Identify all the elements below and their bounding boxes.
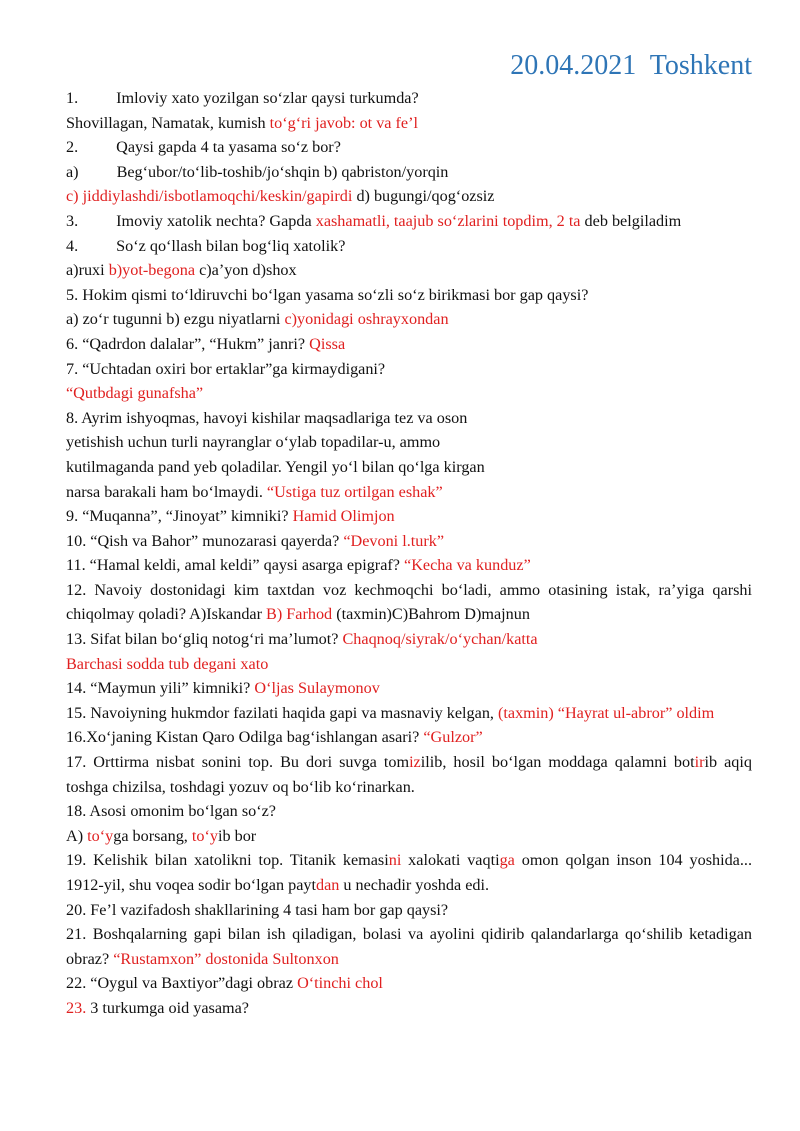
question-text: xalokati vaqti	[401, 851, 500, 870]
question-text: d) bugungi/qog‘ozsiz	[352, 187, 495, 206]
question-text: 4.	[66, 236, 79, 255]
question-text: Imoviy xatolik nechta? Gapda	[116, 211, 316, 230]
text-line	[66, 504, 752, 529]
question-text: 7. “Uchtadan oxiri bor ertaklar”ga kirmaydigani?	[66, 359, 386, 378]
question-text: 5. Hokim qismi to‘ldiruvchi bo‘lgan yasama so‘zli so‘z birikmasi bor gap qaysi?	[66, 285, 589, 304]
answer-text: Barchasi sodda tub degani xato	[66, 654, 269, 673]
text-line	[66, 799, 752, 824]
text-line	[66, 455, 752, 480]
question-text: 1.	[66, 89, 79, 107]
date-place-header: 20.04.2021 Toshkent	[510, 50, 752, 81]
text-line	[66, 283, 752, 308]
question-text: Qaysi gapda 4 ta yasama so‘z bor?	[116, 138, 341, 157]
question-text: 18. Asosi omonim bo‘lgan so‘z?	[66, 802, 276, 821]
answer-text: c)yonidagi oshrayxondan	[284, 310, 449, 329]
answer-text: Hamid Olimjon	[292, 507, 395, 526]
question-text: 20. Fe’l vazifadosh shakllarining 4 tasi ham bor gap qaysi?	[66, 900, 449, 919]
question-text: kutilmaganda pand yeb qoladilar. Yengil yo‘l bilan qo‘lga kirgan	[66, 457, 485, 476]
answer-text: O‘tinchi chol	[297, 974, 383, 993]
text-line	[66, 480, 752, 505]
document-body	[66, 86, 752, 1021]
text-line	[66, 529, 752, 554]
text-line	[66, 627, 752, 652]
question-text: 17. Orttirma nisbat sonini top. Bu dori suvga tom	[66, 753, 410, 772]
answer-text: O‘ljas Sulaymonov	[254, 679, 380, 698]
text-line	[66, 430, 752, 455]
answer-text: B) Farhod	[266, 605, 333, 624]
text-paragraph	[66, 922, 752, 971]
answer-text: “Qutbdagi gunafsha”	[66, 384, 204, 403]
text-line	[66, 971, 752, 996]
text-line	[66, 406, 752, 431]
answer-text: b)yot-begona	[108, 261, 196, 280]
answer-text: to‘g‘ri javob: ot va fe’l	[269, 113, 419, 132]
text-line	[66, 307, 752, 332]
text-line	[66, 381, 752, 406]
question-text: (taxmin)C)Bahrom D)majnun	[332, 605, 530, 624]
question-text: u nechadir yoshda edi.	[339, 876, 490, 894]
answer-text: “Gulzor”	[423, 728, 483, 747]
question-text: 12. Navoiy dostonidagi kim taxtdan voz kechmoqchi bo‘ladi, ammo otasining istak, ra’yiga qarshi chiqolmay qoladi? A)Iskandar	[66, 580, 752, 624]
question-text: c)a’yon d)shox	[195, 261, 297, 280]
text-line	[66, 652, 752, 677]
answer-text: xashamatli, taajub so‘zlarini topdim, 2 ta	[315, 211, 581, 230]
question-text: narsa barakali ham bo‘lmaydi.	[66, 482, 267, 501]
answer-text: to‘y	[191, 826, 218, 845]
question-text: a) zo‘r tugunni b) ezgu niyatlarni	[66, 310, 285, 329]
question-text: 19. Kelishik bilan xatolikni top. Titanik kemasi	[66, 851, 389, 870]
question-text: deb belgiladim	[580, 211, 682, 230]
text-line	[66, 258, 752, 283]
question-text: 15. Navoiyning hukmdor fazilati haqida gapi va masnaviy kelgan,	[66, 703, 499, 722]
text-line	[66, 553, 752, 578]
answer-text: Qissa	[309, 334, 346, 353]
answer-text: 23.	[66, 998, 87, 1017]
question-text: a)ruxi	[66, 261, 109, 280]
text-line	[66, 357, 752, 382]
question-text: 22. “Oygul va Baxtiyor”dagi obraz	[66, 974, 298, 993]
answer-text: ir	[694, 753, 705, 772]
answer-text: iz	[409, 753, 421, 772]
question-text: 10. “Qish va Bahor” munozarasi qayerda?	[66, 531, 344, 550]
question-text: So‘z qo‘llash bilan bog‘liq xatolik?	[116, 236, 346, 255]
text-line	[66, 725, 752, 750]
question-text: 16.Xo‘janing Kistan Qaro Odilga bag‘ishlangan asari?	[66, 728, 424, 747]
question-text: 21. Boshqalarning gapi bilan ish qiladigan, bolasi va ayolini qidirib qalandarlarga qo‘shilib ketadigan obraz?	[66, 925, 752, 968]
answer-text: “Ustiga tuz ortilgan eshak”	[266, 482, 443, 501]
question-text: 14. “Maymun yili” kimniki?	[66, 679, 255, 698]
answer-text: Chaqnoq/siyrak/o‘ychan/katta	[342, 630, 538, 649]
question-text: a)	[66, 162, 79, 181]
answer-text: to‘y	[87, 826, 114, 845]
question-text: ilib, hosil bo‘lgan moddaga qalamni bot	[420, 753, 695, 772]
text-paragraph	[66, 750, 752, 799]
text-line	[66, 184, 752, 209]
answer-text: ga	[499, 851, 515, 870]
question-text: Shovillagan, Namatak, kumish	[66, 113, 270, 132]
text-line	[66, 111, 752, 136]
answer-text: “Devoni l.turk”	[343, 531, 445, 550]
text-line	[66, 996, 752, 1021]
text-line	[66, 86, 752, 111]
text-line	[66, 898, 752, 923]
text-line	[66, 824, 752, 849]
question-text: 6. “Qadrdon dalalar”, “Hukm” janri?	[66, 334, 310, 353]
answer-text: ni	[388, 851, 402, 870]
question-text: omon qolgan inson 104 yoshida... 1912-yil, shu voqea sodir bo‘lgan payt	[66, 851, 753, 894]
text-paragraph	[66, 578, 752, 627]
text-line	[66, 160, 752, 185]
text-paragraph	[66, 701, 752, 726]
question-text: 9. “Muqanna”, “Jinoyat” kimniki?	[66, 507, 293, 526]
question-text: 11. “Hamal keldi, amal keldi” qaysi asarga epigraf?	[66, 556, 405, 575]
question-text: 13. Sifat bilan bo‘gliq notog‘ri ma’lumot?	[66, 630, 343, 649]
question-text: ga borsang,	[113, 826, 192, 845]
text-line	[66, 332, 752, 357]
answer-text: “Kecha va kunduz”	[404, 556, 531, 575]
question-text: A)	[66, 826, 88, 845]
question-text: 3 turkumga oid yasama?	[86, 998, 249, 1017]
question-text: ib aqiq toshga chizilsa, toshdagi yozuv oq bo‘lib ko‘rinarkan.	[66, 753, 752, 796]
answer-text: c) jiddiylashdi/isbotlamoqchi/keskin/gapirdi	[66, 187, 353, 206]
text-line	[66, 676, 752, 701]
text-paragraph	[66, 848, 752, 897]
question-text: Beg‘ubor/to‘lib-toshib/jo‘shqin b) qabriston/yorqin	[116, 162, 449, 181]
text-line	[66, 135, 752, 160]
question-text: 8. Ayrim ishyoqmas, havoyi kishilar maqsadlariga tez va oson	[66, 408, 468, 427]
question-text: ib bor	[217, 826, 257, 845]
answer-text: “Rustamxon” dostonida Sultonxon	[113, 949, 339, 968]
answer-text: dan	[315, 876, 340, 894]
answer-text: (taxmin) “Hayrat ul-abror” oldim	[498, 703, 715, 722]
text-paragraph	[66, 209, 752, 234]
question-text: 3.	[66, 211, 79, 230]
question-text: 2.	[66, 138, 79, 157]
text-line	[66, 234, 752, 259]
question-text: yetishish uchun turli nayranglar o‘ylab topadilar-u, ammo	[66, 433, 441, 452]
question-text: Imloviy xato yozilgan so‘zlar qaysi turkumda?	[116, 89, 419, 107]
